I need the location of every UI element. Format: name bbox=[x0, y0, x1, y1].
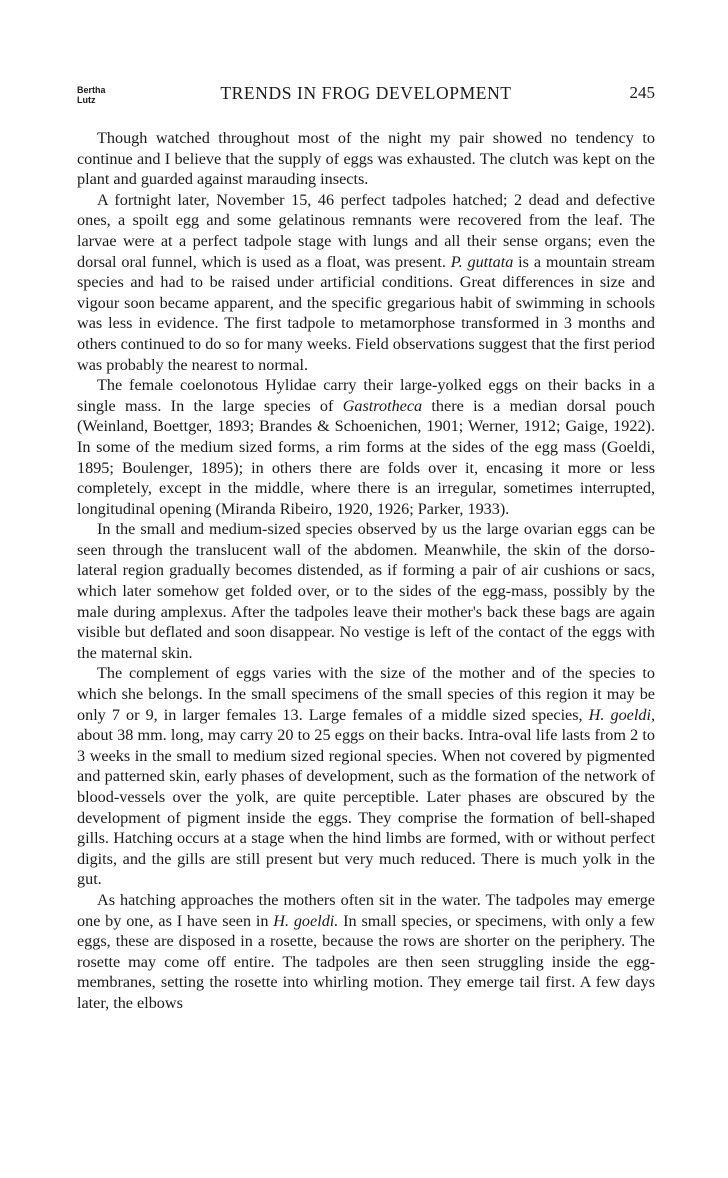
text-run: about 38 mm. long, may carry 20 to 25 eggs on their backs. Intra-oval life lasts from 2 to 3 weeks in the small to medium sized regional species. When not covered by pigmented and patterned skin, early phases of development, such as the formation of the network of blood-vessels over the yolk, are quite perceptible. Later phases are obscured by the development of pigment inside the eggs. They comprise the formation of bell-shaped gills. Hatching occurs at a stage when the hind limbs are formed, with or without perfect digits, and the gills are still present but very much reduced. There is much yolk in the gut. bbox=[77, 726, 655, 889]
running-title: TRENDS IN FROG DEVELOPMENT bbox=[220, 83, 512, 103]
paragraph bbox=[77, 890, 655, 1014]
paragraph bbox=[77, 190, 655, 375]
italic-text: H. goeldi, bbox=[588, 705, 655, 724]
paragraph bbox=[77, 128, 655, 190]
text-run: is a mountain stream species and had to be raised under artificial conditions. Great differences in size and vigour soon became apparent, and the specific gregarious habit of swimming in schools was less in evidence. The first tadpole to metamorphose transformed in 3 months and others continued to do so for many weeks. Field observations suggest that the first period was probably the nearest to normal. bbox=[77, 252, 655, 374]
author-last-name: Lutz bbox=[77, 95, 96, 105]
text-run: A fortnight later, November 15, 46 perfect tadpoles hatched; 2 dead and defective ones, a spoilt egg and some gelatinous remnants were recovered from the leaf. The larvae were at a perfect tadpole stage with lungs and all their sense organs; even the dorsal oral funnel, which is used as a float, was present. bbox=[77, 190, 655, 271]
paragraph bbox=[77, 375, 655, 519]
text-run: As hatching approaches the mothers often sit in the water. The tadpoles may emerge one by one, as I have seen in bbox=[77, 890, 655, 930]
text-run: In the small and medium-sized species observed by us the large ovarian eggs can be seen through the translucent wall of the abdomen. Meanwhile, the skin of the dorso-lateral region gradually becomes distended, as if forming a pair of air cushions or sacs, which later somehow get folded over, or to the sides of the egg-mass, possibly by the male during amplexus. After the tadpoles leave their mother's back these bags are again visible but deflated and soon disappear. No vestige is left of the contact of the eggs with the maternal skin. bbox=[77, 520, 655, 662]
author-first-name: Bertha bbox=[77, 85, 106, 95]
text-run: Though watched throughout most of the night my pair showed no tendency to continue and I believe that the supply of eggs was exhausted. The clutch was kept on the plant and guarded against marauding insects. bbox=[77, 129, 655, 189]
page-number: 245 bbox=[629, 83, 655, 102]
body-text bbox=[77, 128, 655, 1014]
italic-text: Gastrotheca bbox=[342, 396, 423, 415]
text-run: The complement of eggs varies with the size of the mother and of the species to which she belongs. In the small specimens of the small species of this region it may be only 7 or 9, in larger females 13. Large females of a middle sized species, bbox=[77, 664, 655, 724]
paragraph bbox=[77, 663, 655, 890]
text-run: there is a median dorsal pouch (Weinland, Boettger, 1893; Brandes & Schoenichen, 1901; Werner, 1912; Gaige, 1922). In some of the medium sized forms, a rim forms at the sides of the egg mass (Goeldi, 1895; Boulenger, 1895); in others there are folds over it, encasing it more or less completely, except in the middle, where there is an irregular, sometimes interrupted, longitudinal opening (Miranda Ribeiro, 1920, 1926; Parker, 1933). bbox=[77, 396, 655, 518]
text-run: In small species, or specimens, with only a few eggs, these are disposed in a rosette, because the rows are shorter on the periphery. The rosette may come off entire. The tadpoles are then seen struggling inside the egg-membranes, setting the rosette into whirling motion. They emerge tail first. A few days later, the elbows bbox=[77, 911, 655, 1012]
text-run: The female coelonotous Hylidae carry their large-yolked eggs on their backs in a single mass. In the large species of bbox=[77, 376, 655, 415]
page bbox=[77, 82, 655, 1014]
italic-text: H. goeldi. bbox=[273, 911, 339, 930]
italic-text: P. guttata bbox=[450, 252, 514, 271]
page-header bbox=[77, 82, 655, 112]
paragraph bbox=[77, 519, 655, 663]
